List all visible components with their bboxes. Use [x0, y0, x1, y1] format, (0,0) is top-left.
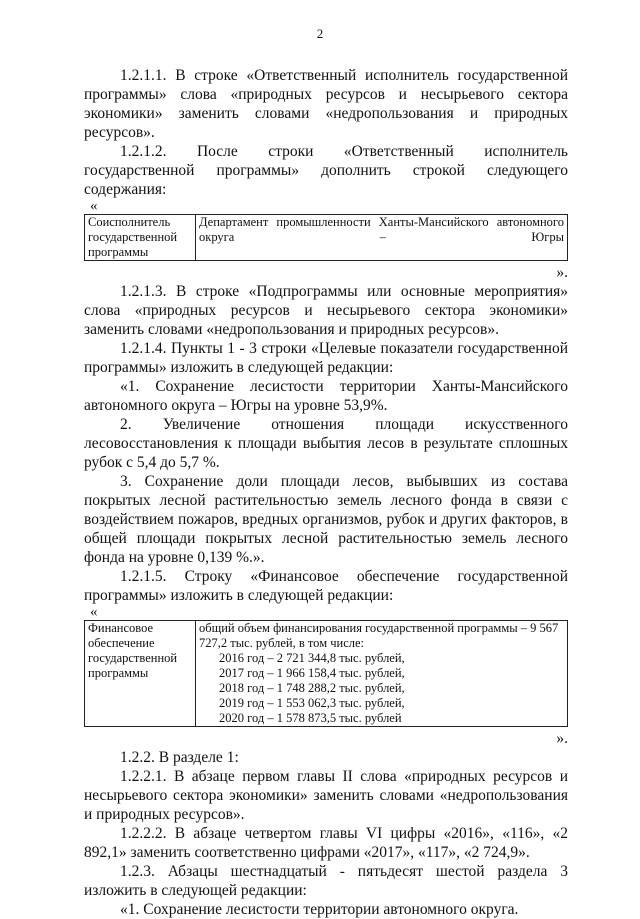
- paragraph-1-2-1-1: 1.2.1.1. В строке «Ответственный исполнитель государственной программы» слова «природных ресурсов и несырьевого сектора экономики» заменить словами «недропользования и природных ресурсов».: [84, 67, 568, 141]
- paragraph-1-2-1-2: 1.2.1.2. После строки «Ответственный исполнитель государственной программы» дополнить строкой следующего содержания:: [84, 143, 568, 198]
- financing-label: Финансовое обеспечение государственной программы: [85, 621, 196, 727]
- paragraph-1-2-1-4: 1.2.1.4. Пункты 1 - 3 строки «Целевые показатели государственной программы» изложить в следующей редакции:: [84, 340, 568, 376]
- document-body: [84, 66, 568, 919]
- financing-year-2019: 2019 год – 1 553 062,3 тыс. рублей,: [219, 696, 405, 710]
- paragraph-1-2-1-3: 1.2.1.3. В строке «Подпрограммы или основные мероприятия» слова «природных ресурсов и несырьевого сектора экономики» заменить словами «недропользования и природных ресурсов».: [84, 283, 568, 338]
- co-executor-label: Соисполнитель государственной программы: [85, 215, 196, 261]
- financing-intro: общий объем финансирования государственной программы – 9 567 727,2 тыс. рублей, в том числе:: [199, 621, 559, 650]
- quote-close: ».: [556, 730, 568, 747]
- new-item-1: «1. Сохранение лесистости территории автономного округа.: [120, 901, 519, 918]
- financing-year-2016: 2016 год – 2 721 344,8 тыс. рублей,: [219, 651, 405, 665]
- quote-open: «: [90, 604, 98, 620]
- paragraph-1-2-2-2: 1.2.2.2. В абзаце четвертом главы VI цифры «2016», «116», «2 892,1» заменить соответственно цифрами «2017», «117», «2 724,9».: [84, 825, 568, 861]
- quote-open: «: [90, 198, 98, 214]
- co-executor-table: [84, 214, 568, 261]
- paragraph-1-2-1-5: 1.2.1.5. Строку «Финансовое обеспечение государственной программы» изложить в следующей редакции:: [84, 568, 568, 604]
- financing-year-2017: 2017 год – 1 966 158,4 тыс. рублей,: [219, 666, 405, 680]
- co-executor-value: Департамент промышленности Ханты-Мансийского автономного округа – Югры: [196, 215, 568, 261]
- paragraph-1-2-3: 1.2.3. Абзацы шестнадцатый - пятьдесят шестой раздела 3 изложить в следующей редакции:: [84, 863, 568, 899]
- paragraph-1-2-2-1: 1.2.2.1. В абзаце первом главы II слова «природных ресурсов и несырьевого сектора экономики» заменить словами «недропользования и природных ресурсов».: [84, 768, 568, 823]
- financing-year-2020: 2020 год – 1 578 873,5 тыс. рублей: [219, 711, 402, 725]
- page-number: 2: [316, 26, 324, 41]
- indicator-2: 2. Увеличение отношения площади искусственного лесовосстановления к площади выбытия лесов в результате сплошных рубок с 5,4 до 5,7 %.: [84, 416, 568, 471]
- financing-value: [196, 621, 568, 727]
- paragraph-1-2-2: 1.2.2. В разделе 1:: [120, 749, 239, 766]
- quote-close: ».: [556, 264, 568, 281]
- indicator-1: «1. Сохранение лесистости территории Ханты-Мансийского автономного округа – Югры на уровне 53,9%.: [84, 378, 568, 414]
- indicator-3: 3. Сохранение доли площади лесов, выбывших из состава покрытых лесной растительностью земель лесного фонда в связи с воздействием пожаров, вредных организмов, рубок и других факторов, в общей площади покрытых лесной растительностью земель лесного фонда на уровне 0,139 %.».: [84, 473, 568, 566]
- financing-table: [84, 620, 568, 727]
- financing-year-2018: 2018 год – 1 748 288,2 тыс. рублей,: [219, 681, 405, 695]
